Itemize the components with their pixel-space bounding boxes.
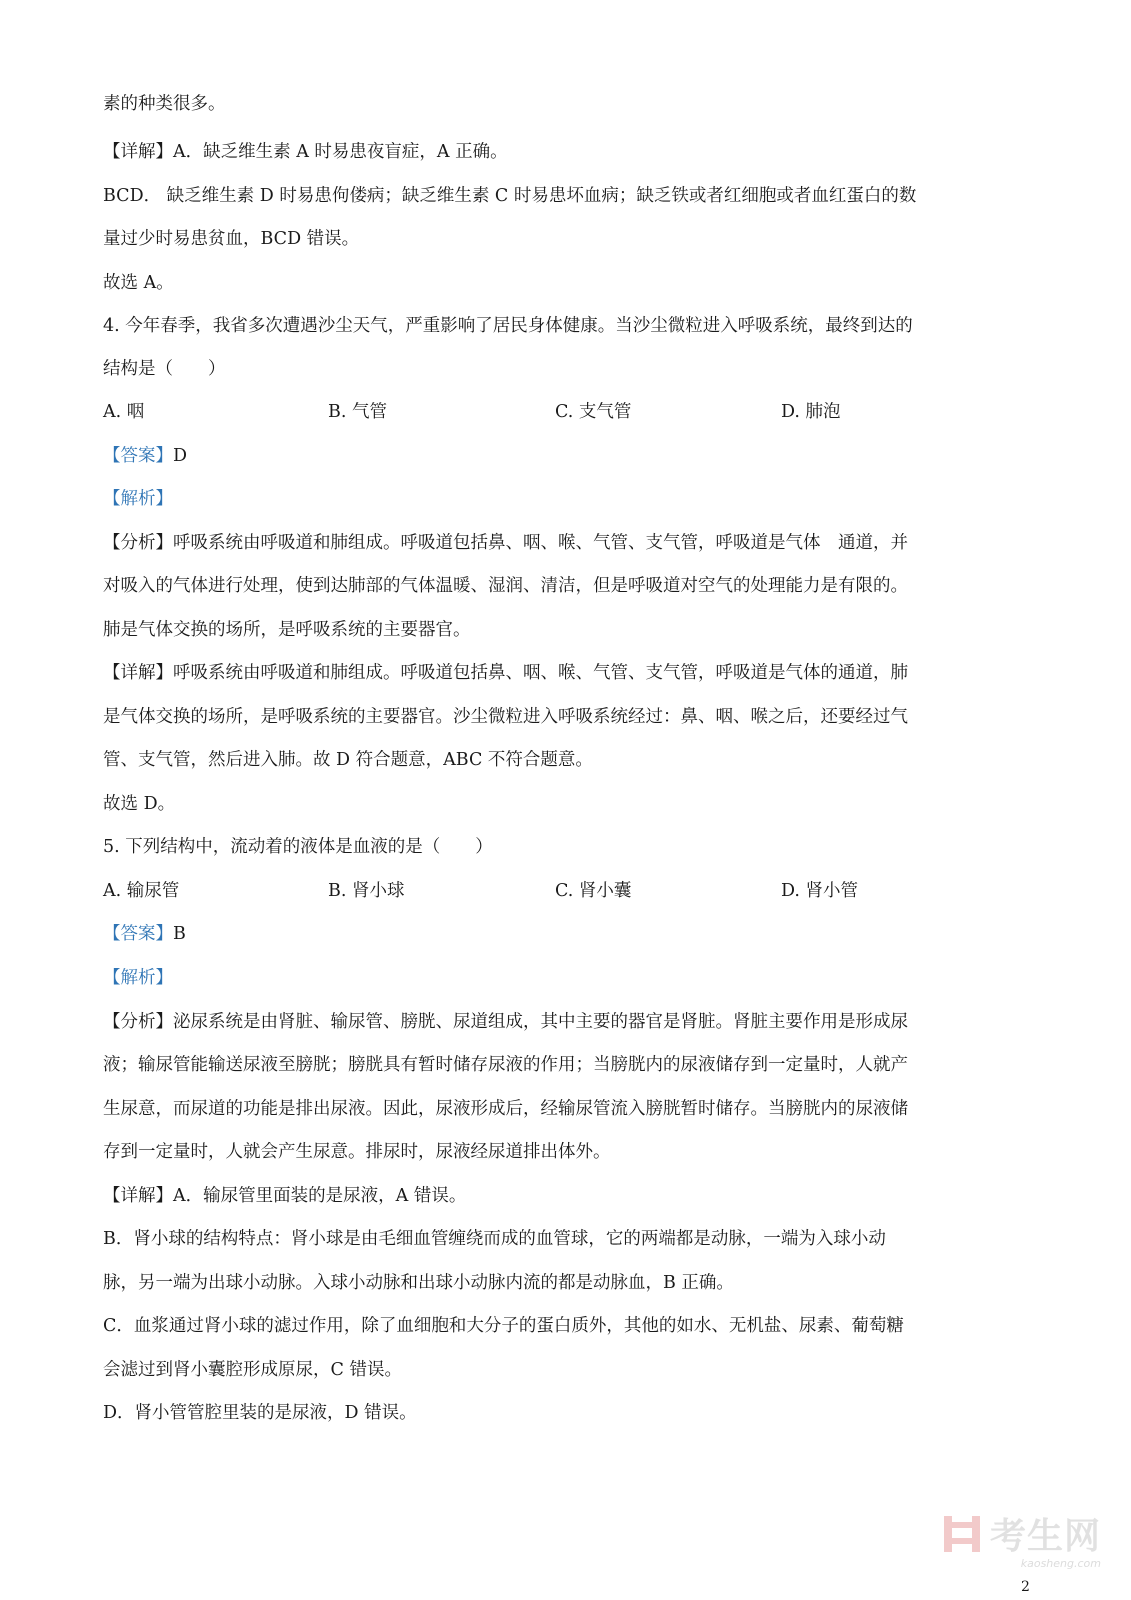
watermark-text: 考生网 (989, 1516, 1101, 1557)
text-line: 是气体交换的场所，是呼吸系统的主要器官。沙尘微粒进入呼吸系统经过：鼻、咽、喉之后，还要经过气 (103, 707, 908, 727)
text-line: 生尿意，而尿道的功能是排出尿液。因此，尿液形成后，经输尿管流入膀胱暂时储存。当膀胱内的尿液储 (103, 1099, 908, 1119)
q5-option-a: A. 输尿管 (103, 881, 180, 901)
q4-option-d: D. 肺泡 (781, 402, 841, 422)
text-line: 故选 A。 (103, 273, 174, 293)
answer-value: B (173, 924, 186, 944)
q4-analysis-tag (103, 487, 173, 511)
text-line: 脉，另一端为出球小动脉。入球小动脉和出球小动脉内流的都是动脉血，B 正确。 (103, 1273, 734, 1293)
q5-analysis-tag (103, 966, 173, 990)
text-line: 液；输尿管能输送尿液至膀胱；膀胱具有暂时储存尿液的作用；当膀胱内的尿液储存到一定量时，人就产 (103, 1055, 908, 1075)
text-line: 【详解】A．输尿管里面装的是尿液，A 错误。 (103, 1186, 467, 1206)
text-line: 【分析】呼吸系统由呼吸道和肺组成。呼吸道包括鼻、咽、喉、气管、支气管，呼吸道是气体 通道，并 (103, 533, 908, 553)
kaosheng-logo-icon (942, 1512, 982, 1556)
q4-option-c: C. 支气管 (555, 402, 632, 422)
page-number: 2 (1021, 1579, 1030, 1595)
answer-tag: 【答案】 (103, 446, 173, 466)
text-line: 【详解】A．缺乏维生素 A 时易患夜盲症，A 正确。 (103, 142, 508, 162)
text-line: 【分析】泌尿系统是由肾脏、输尿管、膀胱、尿道组成，其中主要的器官是肾脏。肾脏主要作用是形成尿 (103, 1012, 908, 1032)
q5-option-b: B. 肾小球 (328, 881, 405, 901)
text-line: 量过少时易患贫血，BCD 错误。 (103, 229, 360, 249)
text-line: B．肾小球的结构特点：肾小球是由毛细血管缠绕而成的血管球，它的两端都是动脉，一端为入球小动 (103, 1229, 886, 1249)
answer-value: D (173, 446, 188, 466)
text-line: 故选 D。 (103, 794, 176, 814)
watermark-logo (942, 1508, 1101, 1570)
q5-answer (103, 922, 186, 946)
text-line: 对吸入的气体进行处理，使到达肺部的气体温暖、湿润、清洁，但是呼吸道对空气的处理能力是有限的。 (103, 576, 908, 596)
text-line: 管、支气管，然后进入肺。故 D 符合题意，ABC 不符合题意。 (103, 750, 593, 770)
answer-tag: 【答案】 (103, 924, 173, 944)
question-5-stem: 5. 下列结构中，流动着的液体是血液的是（ ） (103, 837, 493, 857)
q5-option-d: D. 肾小管 (781, 881, 859, 901)
q4-option-a: A. 咽 (103, 402, 145, 422)
text-line: 素的种类很多。 (103, 94, 226, 114)
q4-answer (103, 444, 187, 468)
text-line: 会滤过到肾小囊腔形成原尿，C 错误。 (103, 1360, 402, 1380)
text-line: 肺是气体交换的场所，是呼吸系统的主要器官。 (103, 620, 471, 640)
q4-option-b: B. 气管 (328, 402, 387, 422)
question-4-stem-cont: 结构是（ ） (103, 359, 226, 379)
analysis-tag: 【解析】 (103, 968, 173, 988)
text-line: BCD． 缺乏维生素 D 时易患佝偻病；缺乏维生素 C 时易患坏血病；缺乏铁或者红细胞或者血红蛋白的数 (103, 186, 917, 206)
text-line: 存到一定量时，人就会产生尿意。排尿时，尿液经尿道排出体外。 (103, 1142, 611, 1162)
watermark-url: kaosheng.com (1020, 1557, 1101, 1570)
text-line: 【详解】呼吸系统由呼吸道和肺组成。呼吸道包括鼻、咽、喉、气管、支气管，呼吸道是气体的通道，肺 (103, 663, 908, 683)
q5-option-c: C. 肾小囊 (555, 881, 632, 901)
analysis-tag: 【解析】 (103, 489, 173, 509)
question-4-stem: 4. 今年春季，我省多次遭遇沙尘天气，严重影响了居民身体健康。当沙尘微粒进入呼吸系统，最终到达的 (103, 316, 913, 336)
text-line: D．肾小管管腔里装的是尿液，D 错误。 (103, 1403, 417, 1423)
text-line: C．血浆通过肾小球的滤过作用，除了血细胞和大分子的蛋白质外，其他的如水、无机盐、尿素、葡萄糖 (103, 1316, 904, 1336)
